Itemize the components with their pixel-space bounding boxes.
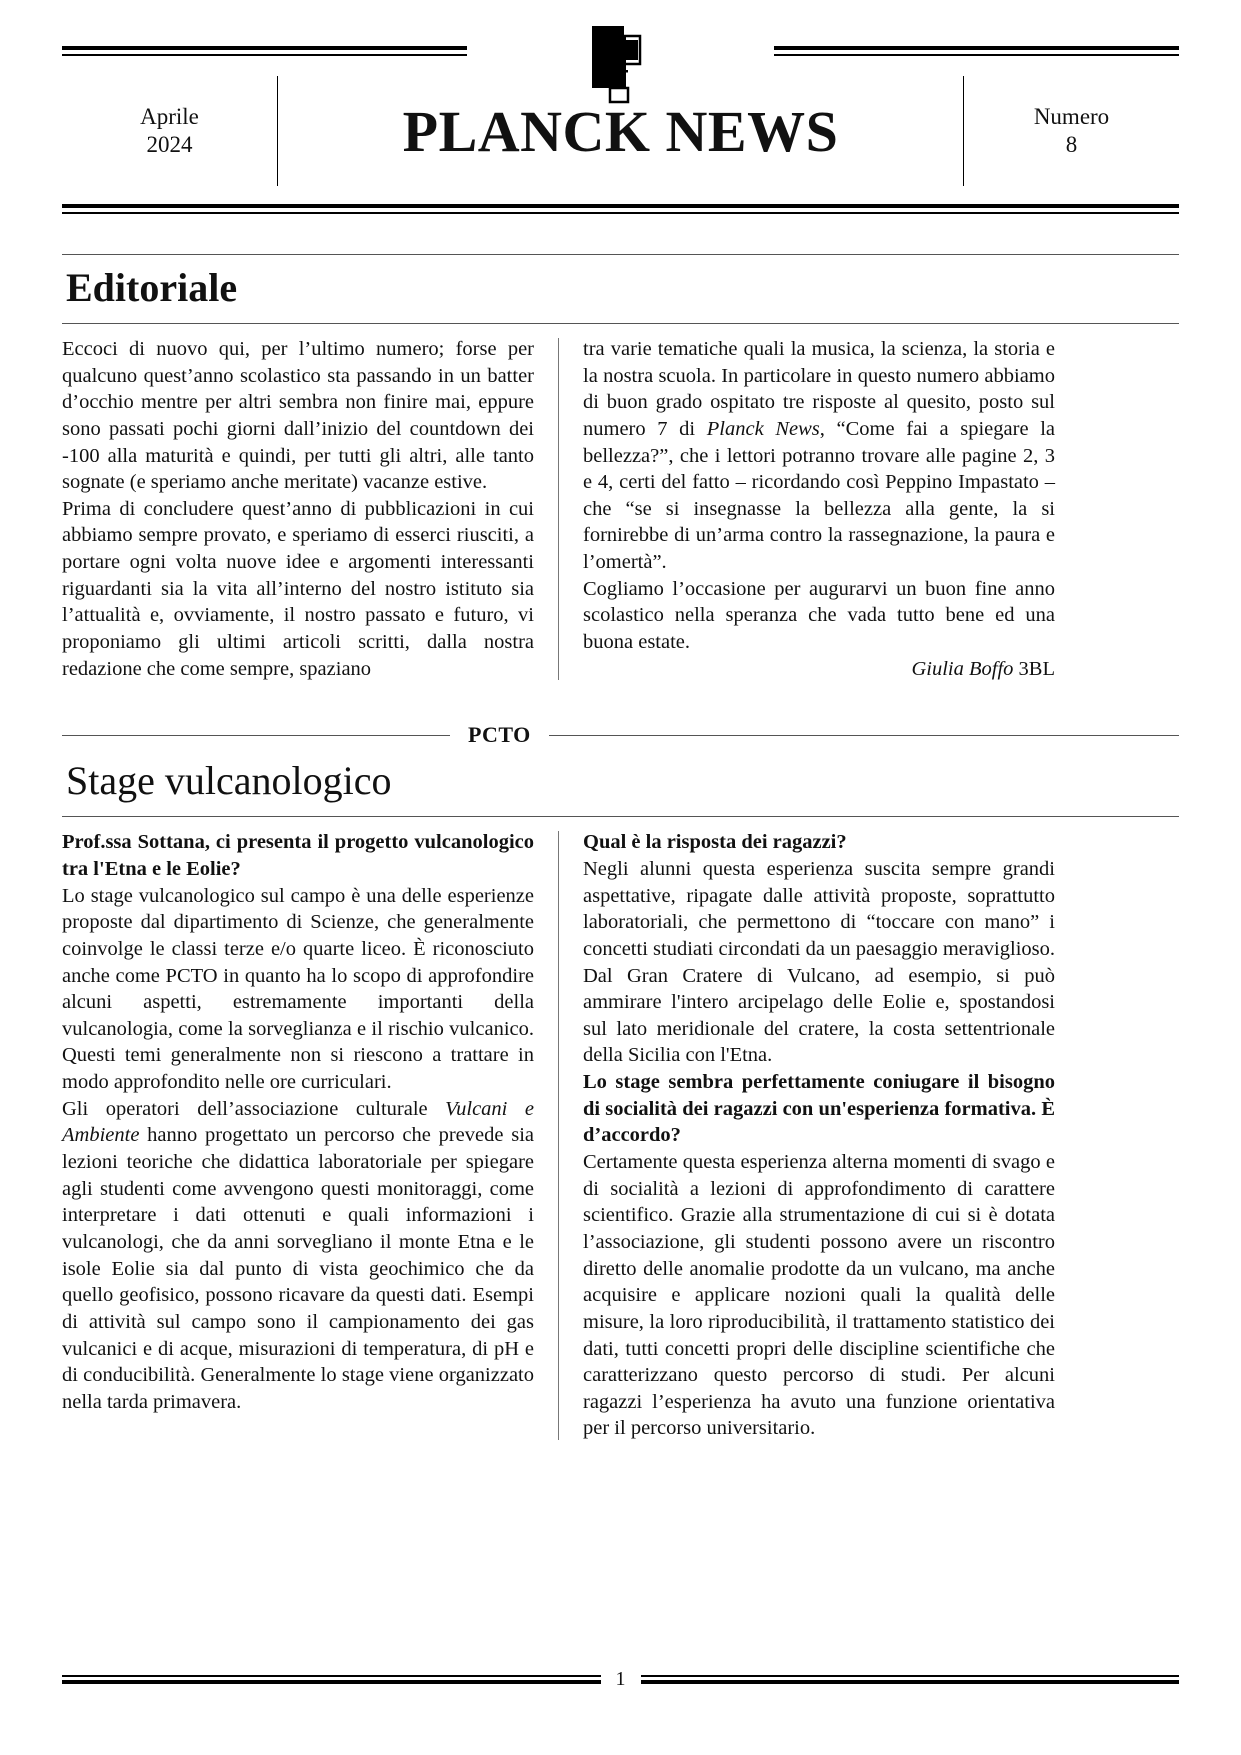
pcto-answer (62, 1096, 534, 1416)
pcto-question: Prof.ssa Sottana, ci presenta il progetto vulcanologico tra l'Etna e le Eolie? (62, 831, 534, 880)
masthead-numero-label: Numero (1033, 103, 1110, 129)
editoriale-text-run: tra varie tematiche quali la musica, la scienza, la storia e la nostra scuola. In particolare in questo numero abbiamo di buon grado ospitato tre risposte al quesito, posto sul numero 7 di (583, 338, 1055, 440)
pcto-kicker-label: PCTO (468, 722, 531, 748)
pcto-text-run: Gli operatori dell’associazione culturale (62, 1097, 446, 1120)
section-editoriale (62, 254, 1179, 682)
masthead-bottom-rule (62, 204, 1179, 214)
newspaper-title: PLANCK NEWS (402, 98, 839, 164)
masthead-numero-value: 8 (1065, 132, 1078, 157)
pcto-text-run: hanno progettato un percorso che prevede sia lezioni teoriche che didattica laboratoriale per spiegare agli studenti come avvengono questi monitoraggi, come interpretare i dati ottenuti e quali informazioni i vulcanologi, che da anni sorvegliano il monte Etna e le isole Eolie sia dal punto di vista geochimico che da quello geofisico, possono ricavare da questi dati. Esempi di attività sul campo sono il campionamento dei gas vulcanici e di acque, misurazioni di temperatura, di pH e di conducibilità. Generalmente lo stage viene organizzato nella tarda primavera. (62, 1124, 534, 1413)
page-footer (62, 1669, 1179, 1689)
pcto-kicker-row (62, 722, 1179, 748)
pcto-columns (62, 829, 1179, 1442)
editoriale-paragraph (583, 336, 1055, 576)
masthead (62, 0, 1179, 214)
masthead-month: Aprile (140, 103, 199, 129)
pcto-column-left (62, 829, 558, 1442)
pcto-italic-association: Vulcani e Ambiente (62, 1097, 534, 1147)
editoriale-signature (583, 656, 1055, 683)
footer-rule-right (641, 1675, 1180, 1684)
editoriale-paragraph: Eccoci di nuovo qui, per l’ultimo numero; forse per qualcuno quest’anno scolastico sta passando in un batter d’occhio mentre per altri sembra non finire mai, eppure sono passati pochi giorni dall’inizio del countdown dei -100 alla maturità e quindi, per tutti gli altri, alle tanto sognate (e speriamo anche meritate) vacanze estive. (62, 338, 534, 494)
pcto-rule-right (549, 735, 1179, 736)
pcto-question: Qual è la risposta dei ragazzi? (583, 831, 847, 854)
masthead-rule-right (774, 46, 1179, 56)
masthead-issue-number (963, 76, 1179, 186)
planck-news-logo-icon (584, 26, 658, 104)
pcto-answer: Negli alunni questa esperienza suscita sempre grandi aspettative, ripagate dalle attività proposte, soprattutto laboratoriali, che permettono di “toccare con mano” i concetti studiati circondati da un paesaggio meraviglioso. Dal Gran Cratere di Vulcano, ad esempio, si può ammirare l'intero arcipelago delle Eolie e, spostandosi sul lato meridionale del cratere, la costa settentrionale della Sicilia con l'Etna. (583, 857, 1055, 1067)
pcto-article-title: Stage vulcanologico (66, 758, 392, 804)
editoriale-columns (62, 336, 1179, 682)
page-number: 1 (615, 1668, 626, 1690)
editoriale-italic-title: Planck News (706, 417, 820, 440)
pcto-answer: Lo stage vulcanologico sul campo è una delle esperienze proposte dal dipartimento di Scienze, che generalmente coinvolge le classi terze e/o quarte liceo. È riconosciuto anche come PCTO in quanto ha lo scopo di approfondire alcuni aspetti, estremamente importanti della vulcanologia, come la sorveglianza e il rischio vulcanico. Questi temi generalmente non si riescono a trattare in modo approfondito nelle ore curriculari. (62, 884, 534, 1094)
masthead-top-rules (62, 46, 1179, 60)
masthead-year: 2024 (146, 132, 193, 157)
editoriale-paragraph: Prima di concludere quest’anno di pubblicazioni in cui abbiamo sempre provato, e speriamo di esserci riusciti, a portare ogni volta nuove idee e argomenti interessanti riguardanti sia la vita all’interno del nostro istituto sia l’attualità e, ovviamente, il nostro passato e futuro, vi proponiamo gli ultimi articoli scritti, dalla nostra redazione che come sempre, spaziano (62, 497, 534, 680)
masthead-rule-left (62, 46, 467, 56)
editoriale-rule-bottom (62, 323, 1179, 324)
editoriale-text-run: , “Come fai a spiegare la bellezza?”, che i lettori potranno trovare alle pagine 2, 3 e 4, certi del fatto – ricordando così Peppino Impastato – che “se si insegnasse la bellezza alla gente, la si fornirebbe di un’arma contro la rassegnazione, la paura e l’omertà”. (583, 417, 1055, 574)
editoriale-column-left (62, 336, 558, 682)
pcto-column-right (559, 829, 1055, 1442)
section-pcto (62, 722, 1179, 1442)
editoriale-title: Editoriale (66, 265, 238, 310)
pcto-question: Lo stage sembra perfettamente coniugare il bisogno di socialità dei ragazzi con un'esperienza formativa. È d’accordo? (583, 1071, 1055, 1147)
editoriale-author-name: Giulia Boffo (911, 657, 1014, 680)
footer-rule-left (62, 1675, 601, 1684)
pcto-rule-bottom (62, 816, 1179, 817)
pcto-rule-left (62, 735, 450, 736)
editoriale-column-right (559, 336, 1055, 682)
editoriale-paragraph: Cogliamo l’occasione per augurarvi un buon fine anno scolastico nella speranza che vada tutto bene ed una buona estate. (583, 577, 1055, 654)
pcto-answer: Certamente questa esperienza alterna momenti di svago e di socialità a lezioni di approfondimento di carattere scientifico. Grazie alla strumentazione di cui si è dotata l’associazione, gli studenti possono avere un riscontro diretto delle anomalie prodotte da un vulcano, ma anche acquisire e applicare nozioni quali la qualità delle misure, la loro riproducibilità, il trattamento statistico dei dati, tutti concetti propri delle discipline scientifiche che caratterizzano questo percorso di studi. Per alcuni ragazzi l’esperienza ha avuto una funzione orientativa per il percorso universitario. (583, 1151, 1055, 1440)
masthead-issue-date (62, 76, 278, 186)
editoriale-author-class: 3BL (1018, 657, 1055, 680)
